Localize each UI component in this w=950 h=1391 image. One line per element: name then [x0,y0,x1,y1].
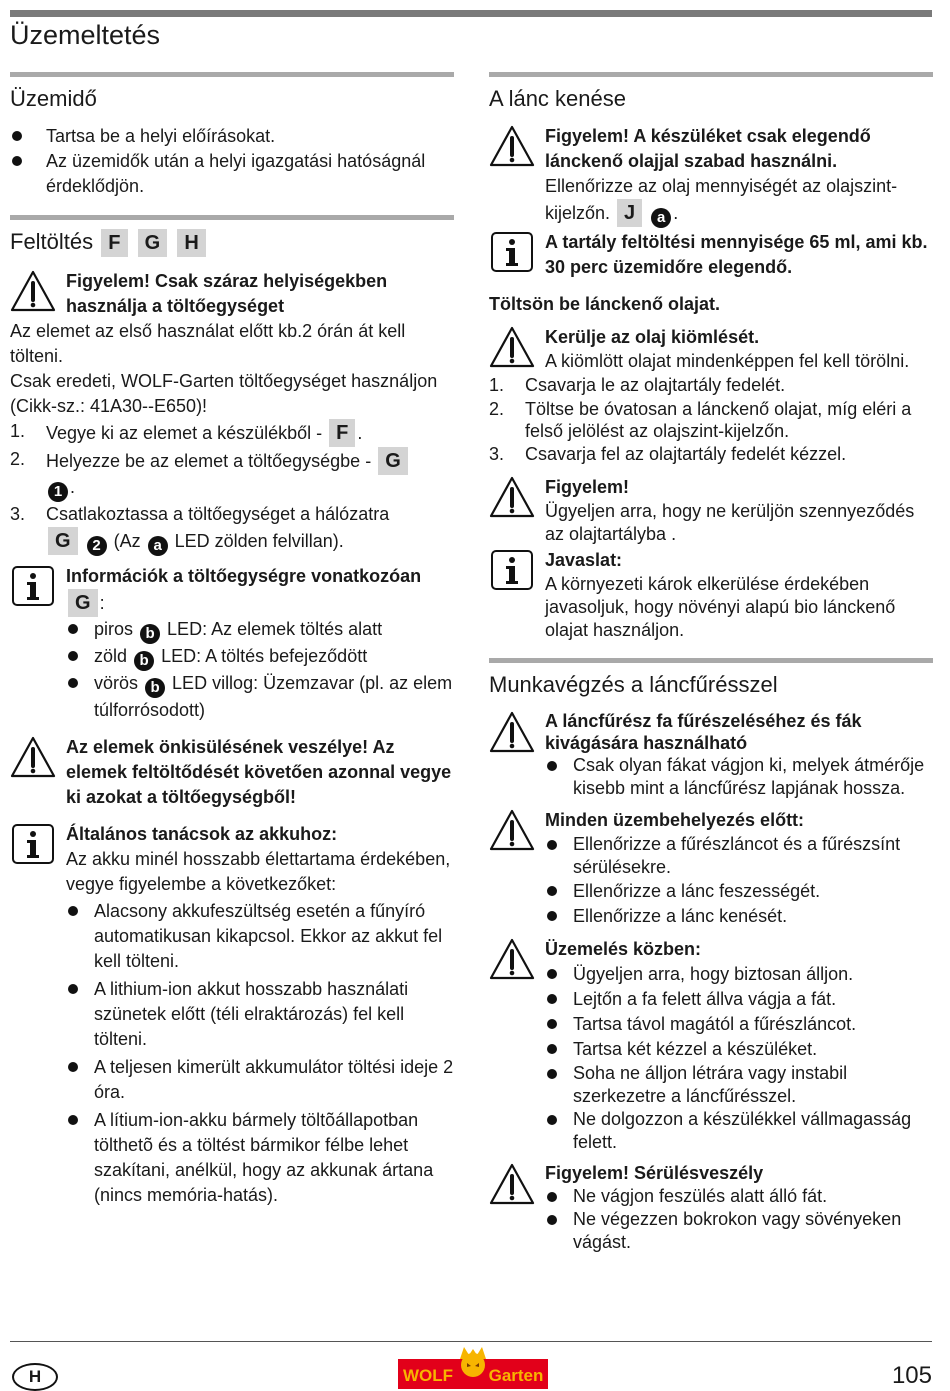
footer-divider [10,1341,932,1342]
language-badge: H [12,1363,58,1391]
step-number: 1. [10,421,26,441]
callout-letter: a [148,536,168,556]
list-item: Ügyeljen arra, hogy biztosan álljon. [545,962,933,987]
warning-note [489,475,933,546]
step-text: LED zölden felvillan). [174,531,344,551]
step-item [10,502,454,556]
warning-icon [489,710,535,754]
warning-detail: Ügyeljen arra, hogy ne kerüljön szennyeződés az olajtartályba . [545,501,915,544]
step-item [489,398,933,442]
figure-tag: F [101,229,127,257]
callout-number: 2 [87,536,107,556]
step-text: Töltse be óvatosan a lánckenő olajat, míg eléri a felső jelölést az olajszint-kijelzőn. [525,399,912,441]
step-number: 3. [489,444,505,464]
wolf-garten-logo [398,1345,548,1391]
warning-detail: Ellenőrizze az olaj mennyiségét az olajszint-kijelzőn. J a . [545,176,898,226]
warning-icon [489,124,535,168]
led-status: LED: A töltés befejeződött [161,646,368,666]
list-item: Ne dolgozzon a készülékkel vállmagasság felett. [545,1108,933,1154]
step-number: 3. [10,504,26,524]
warning-text: Az elemek önkisülésének veszélye! Az elemek feltöltődését követően azonnal vegye ki azokat a töltőegységből! [66,737,452,807]
callout-number: 1 [48,482,68,502]
step-text: Csatlakoztassa a töltőegységet a hálózatra [46,504,390,524]
warning-text: Figyelem! Csak száraz helyiségekben használja a töltőegységet [66,271,388,316]
list-item: Tartsa be a helyi előírásokat. [10,124,454,149]
info-text: A tartály feltöltési mennyisége 65 ml, ami kb. 30 perc üzemidőre elegendő. [545,232,928,277]
tips-intro: Az akku minél hosszabb élettartama érdekében, vegye figyelembe a következőket: [66,849,451,894]
callout-letter: b [140,624,160,644]
warning-note [489,124,933,228]
led-status: LED: Az elemek töltés alatt [167,619,383,639]
paragraph: Csak eredeti, WOLF-Garten töltőegységet használjon (Cikk-sz.: 41A30--E650)! [10,371,438,416]
info-icon [10,822,56,866]
colon: : [99,593,105,613]
figure-tag: F [329,419,355,447]
info-title [66,564,454,617]
warning-note [489,1162,933,1254]
section-title-lanc: A lánc kenése [489,86,626,111]
step-number: 1. [489,375,505,395]
section-title-uzemido: Üzemidő [10,86,97,111]
info-note [10,564,454,723]
list-item: Ellenőrizze a lánc feszességét. [545,879,933,904]
step-end: . [357,423,363,443]
step-text: Helyezze be az elemet a töltőegységbe - [46,451,372,471]
warning-text: A láncfűrész fa fűrészeléséhez és fák kivágására használható [545,711,862,753]
step-number: 2. [489,399,505,419]
info-detail: A környezeti károk elkerülése érdekében javasoljuk, hogy növényi alapú bio lánckenő olajat használjon. [545,574,896,640]
led-color: zöld [94,646,128,666]
warning-icon [10,735,56,779]
step-number: 2. [10,449,26,469]
info-note [10,822,454,1208]
list-item: A lítium-ion-akku bármely töltõállapotban tölthetõ és a töltést bármikor félbe lehet szakítani, anélkül, hogy az akkunak ártana (nincs memória-hatás). [66,1108,454,1208]
list-item [66,617,454,644]
list-item: Ellenőrizze a fűrészláncot és a fűrészsínt sérülésekre. [545,833,933,879]
paragraph: Az elemet az első használat előtt kb.2 órán át kell tölteni. [10,321,406,366]
list-item: Soha ne álljon létrára vagy instabil szerkezetre a láncfűrésszel. [545,1062,933,1108]
info-note [489,548,933,642]
warning-text: Figyelem! [545,477,630,497]
list-item: Az üzemidők után a helyi igazgatási hatóságnál érdeklődjön. [10,149,454,199]
list-item [66,644,454,671]
logo-text-right: Garten [488,1366,544,1385]
figure-tag: G [138,229,168,257]
figure-tag: G [68,589,98,617]
page-title: Üzemeltetés [10,20,161,50]
figure-tag: G [378,447,408,475]
warning-note [489,710,933,800]
left-column [10,72,454,1208]
callout-letter: b [134,651,154,671]
info-note [489,230,933,280]
step-text: Csavarja le az olajtartály fedelét. [525,375,786,395]
warning-note [10,269,454,319]
figure-tag: G [48,527,78,555]
list-item [66,671,454,723]
warning-text: Kerülje az olaj kiömlését. [545,327,760,347]
step-end: . [70,477,76,497]
figure-tag: J [617,199,642,227]
info-icon [10,564,56,608]
figure-tag: H [177,229,205,257]
list-item: Ne vágjon feszülés alatt álló fát. [545,1185,933,1208]
step-text: Csavarja fel az olajtartály fedelét kézzel. [525,444,847,464]
warning-text: Figyelem! A készüléket csak elegendő lánckenő olajjal szabad használni. [545,126,871,171]
info-icon [489,548,535,592]
section-title-text: Feltöltés [10,229,94,254]
list-item: Ellenőrizze a lánc kenését. [545,904,933,929]
info-icon [489,230,535,274]
led-status: LED villog: Üzemzavar (pl. az elem túlforrósodott) [94,673,453,720]
info-title-text: Információk a töltőegységre vonatkozóan [66,566,422,586]
list-item: Lejtőn a fa felett állva vágja a fát. [545,987,933,1012]
callout-letter: a [651,208,671,228]
section-divider [489,658,933,663]
warning-note [10,735,454,810]
warning-icon [10,269,56,313]
top-bar [10,10,932,17]
section-title-feltoltes [10,229,454,257]
warning-icon [489,1162,535,1206]
fill-heading: Töltsön be lánckenő olajat. [489,294,721,314]
warning-text: Üzemelés közben: [545,939,702,959]
led-color: vörös [94,673,139,693]
step-item [10,447,454,502]
right-column [489,72,933,1254]
list-item: Alacsony akkufeszültség esetén a fűnyíró automatikusan kikapcsol. Ekkor az akkut fel kell tölteni. [66,899,454,974]
tips-title: Általános tanácsok az akkuhoz: [66,824,338,844]
list-item: A teljesen kimerült akkumulátor töltési ideje 2 óra. [66,1055,454,1105]
warning-note [489,325,933,373]
warning-note [489,808,933,929]
warning-icon [489,937,535,981]
warning-icon [489,475,535,519]
warning-detail: A kiömlött olajat mindenképpen fel kell törölni. [545,351,910,371]
list-item: Ne végezzen bokrokon vagy sövényeken vágást. [545,1208,933,1254]
step-text: (Az [113,531,141,551]
step-item [489,442,933,467]
list-item: A lithium-ion akkut hosszabb használati szünetek előtt (téli elraktározás) fel kell tölteni. [66,977,454,1052]
warning-icon [489,325,535,369]
section-title-munka: Munkavégzés a láncfűrésszel [489,672,778,697]
section-divider [489,72,933,77]
list-item: Tartsa két kézzel a készüléket. [545,1037,933,1062]
page-number: 105 [891,1362,932,1389]
warning-text: Figyelem! Sérülésveszély [545,1163,764,1183]
step-item [10,419,454,447]
step-text: Vegye ki az elemet a készülékből - [46,423,323,443]
warning-icon [489,808,535,852]
callout-letter: b [145,678,165,698]
logo-text-left: WOLF [402,1366,454,1385]
warning-text: Minden üzembehelyezés előtt: [545,810,805,830]
section-divider [10,72,454,77]
warning-detail-text: Ellenőrizze az olaj mennyiségét az olajszint-kijelzőn. [545,176,898,223]
section-divider [10,215,454,220]
list-item: Tartsa távol magától a fűrészláncot. [545,1012,933,1037]
warning-note [489,937,933,1154]
led-color: piros [94,619,134,639]
list-item: Csak olyan fákat vágjon ki, melyek átmérője kisebb mint a láncfűrész lapjának hossza. [545,754,933,800]
info-title: Javaslat: [545,550,623,570]
step-item [489,373,933,398]
